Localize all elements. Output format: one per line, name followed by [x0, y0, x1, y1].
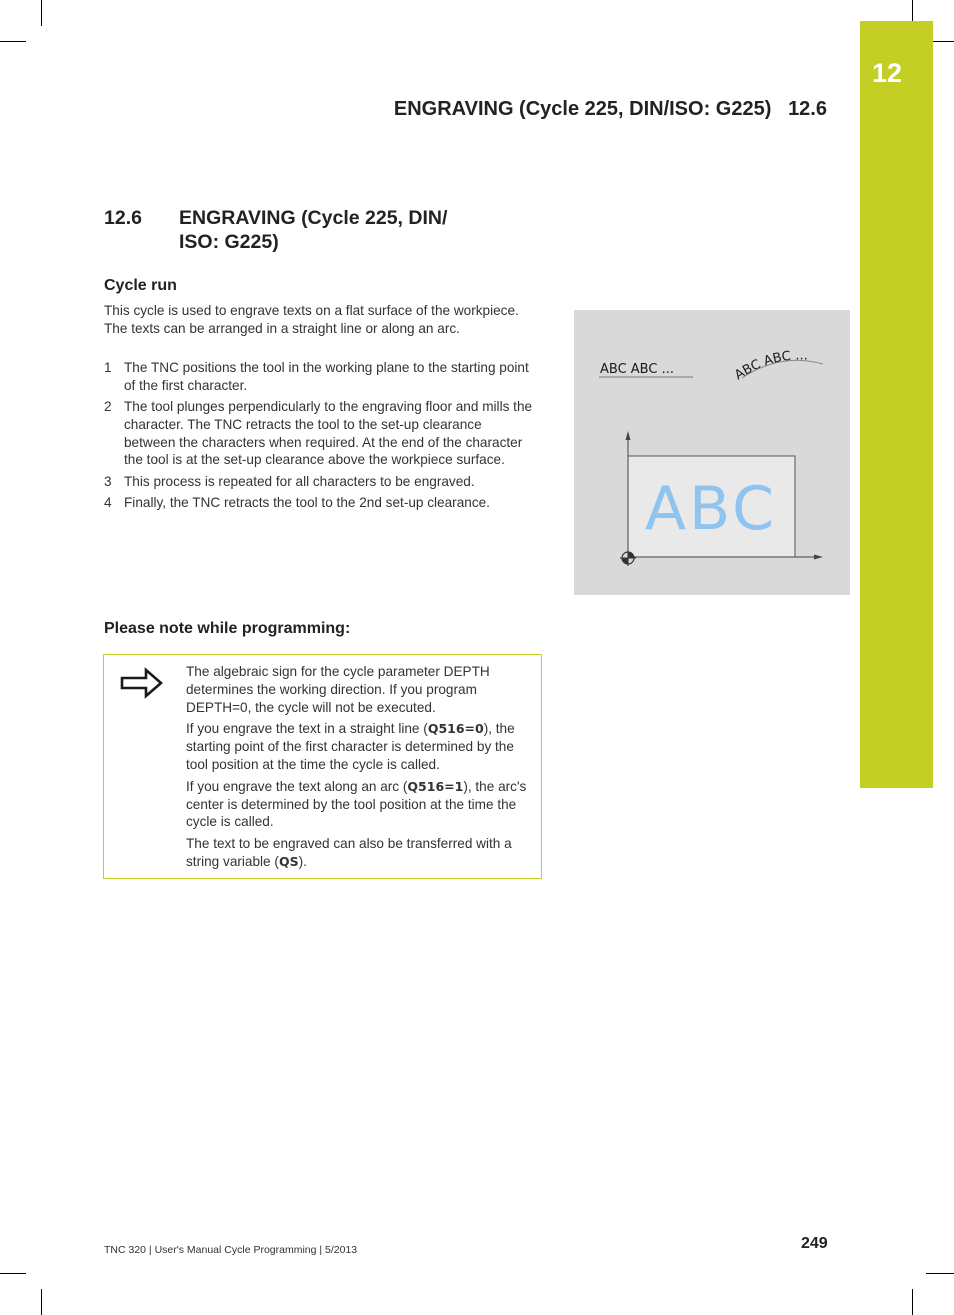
note-text: ). — [298, 853, 307, 869]
note-paragraph: The algebraic sign for the cycle parameter DEPTH determines the working direction. If you program DEPTH=0, the cycle will not be executed. — [186, 664, 490, 715]
engraving-figure — [574, 310, 850, 595]
page-number: 249 — [801, 1235, 828, 1252]
crop-mark — [0, 41, 26, 42]
engraving-diagram — [574, 310, 850, 595]
straight-text-label: ABC ABC ... — [600, 362, 674, 377]
step-number: 1 — [104, 360, 112, 375]
running-head-section: 12.6 — [788, 98, 827, 120]
cycle-run-heading: Cycle run — [104, 277, 177, 294]
note-box — [103, 654, 542, 879]
list-item — [104, 494, 534, 512]
note-heading: Please note while programming: — [104, 620, 351, 637]
section-title-line: ISO: G225) — [179, 231, 279, 253]
crop-mark — [912, 1289, 913, 1315]
crop-mark — [926, 1273, 954, 1274]
running-head-title: ENGRAVING (Cycle 225, DIN/ISO: G225) — [393, 98, 772, 120]
list-item — [104, 359, 534, 395]
list-item — [104, 398, 534, 469]
cycle-run-intro: This cycle is used to engrave texts on a flat surface of the workpiece. The texts can be arranged in a straight line or along an arc. — [104, 303, 519, 336]
x-axis-arrow-icon — [814, 555, 823, 560]
section-title-line: ENGRAVING (Cycle 225, DIN/ — [179, 207, 448, 229]
code-qs: QS — [278, 853, 299, 869]
note-text: The text to be engraved can also be transferred with a string variable ( — [186, 836, 512, 869]
note-text: ), the starting point of the first character is determined by the tool position at the time the cycle is called. — [186, 721, 515, 772]
step-text: The TNC positions the tool in the working plane to the starting point of the first character. — [124, 360, 529, 393]
section-number: 12.6 — [104, 207, 142, 229]
step-number: 3 — [104, 473, 112, 489]
arrow-right-icon — [120, 665, 164, 701]
note-text: If you engrave the text along an arc ( — [186, 778, 408, 794]
note-content — [186, 663, 531, 875]
crop-mark — [0, 1273, 26, 1274]
crop-mark — [41, 1289, 42, 1315]
step-text: This process is repeated for all characters to be engraved. — [124, 473, 475, 489]
chapter-tab — [860, 21, 933, 788]
engraved-text: ABC — [644, 474, 778, 544]
note-text: ), the arc's center is determined by the tool position at the time the cycle is called. — [186, 778, 527, 830]
note-paragraph — [186, 835, 531, 871]
y-axis-arrow-icon — [626, 431, 631, 440]
step-number: 2 — [104, 399, 112, 415]
arc-text-label — [732, 348, 808, 383]
note-paragraph — [186, 778, 531, 831]
step-text: Finally, the TNC retracts the tool to the 2nd set-up clearance. — [124, 495, 490, 511]
code-q516-0: Q516=0 — [427, 721, 484, 737]
list-item — [104, 473, 534, 491]
chapter-number: 12 — [871, 58, 903, 88]
arc-text-path: ABC ABC ... — [732, 348, 809, 384]
step-text: The tool plunges perpendicularly to the engraving floor and mills the character. The TNC retracts the tool to the set-up clearance between the characters when required. At the end of the character the tool is at the set-up clearance above the workpiece surface. — [124, 399, 533, 468]
note-paragraph — [186, 720, 531, 773]
cycle-run-steps — [104, 359, 534, 515]
code-q516-1: Q516=1 — [407, 778, 464, 794]
section-title — [179, 206, 499, 254]
crop-mark — [41, 0, 42, 26]
note-text: If you engrave the text in a straight line ( — [186, 721, 428, 737]
footer-text: TNC 320 | User's Manual Cycle Programming | 5/2013 — [104, 1244, 358, 1256]
running-head — [394, 98, 827, 121]
step-number: 4 — [104, 495, 112, 511]
